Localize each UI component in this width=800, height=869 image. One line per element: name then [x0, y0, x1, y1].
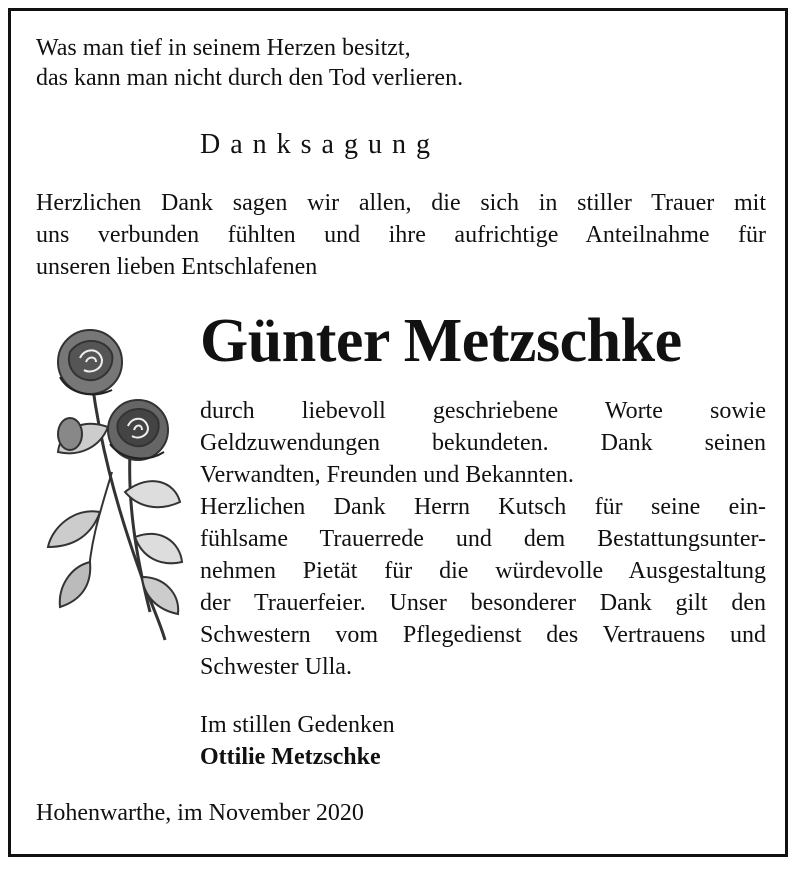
- body-line-6: nehmen Pietät für die würdevolle Ausgestaltung: [200, 558, 766, 584]
- heading-danksagung: Danksagung: [200, 129, 440, 160]
- roses-illustration: [30, 322, 190, 652]
- body-line-5: fühlsame Trauerrede und dem Bestattungsunter-: [200, 526, 766, 552]
- intro-line-3: unseren lieben Entschlafenen: [36, 254, 318, 280]
- place-date: Hohenwarthe, im November 2020: [36, 800, 364, 826]
- body-line-1: durch liebevoll geschriebene Worte sowie: [200, 398, 766, 424]
- body-line-2: Geldzuwendungen bekundeten. Dank seinen: [200, 430, 766, 456]
- quote-line-2: das kann man nicht durch den Tod verlieren.: [36, 65, 464, 91]
- signatory-name: Ottilie Metzschke: [200, 744, 381, 770]
- quote-line-1: Was man tief in seinem Herzen besitzt,: [36, 35, 411, 61]
- body-line-9: Schwester Ulla.: [200, 654, 352, 680]
- body-line-8: Schwestern vom Pflegedienst des Vertrauens und: [200, 622, 766, 648]
- intro-line-2: uns verbunden fühlten und ihre aufrichtige Anteilnahme für: [36, 222, 766, 248]
- deceased-name: Günter Metzschke: [200, 307, 682, 375]
- body-line-7: der Trauerfeier. Unser besonderer Dank gilt den: [200, 590, 766, 616]
- body-line-3: Verwandten, Freunden und Bekannten.: [200, 462, 574, 488]
- intro-line-1: Herzlichen Dank sagen wir allen, die sich in stiller Trauer mit: [36, 190, 766, 216]
- closing-text: Im stillen Gedenken: [200, 712, 395, 738]
- body-line-4: Herzlichen Dank Herrn Kutsch für seine ein-: [200, 494, 766, 520]
